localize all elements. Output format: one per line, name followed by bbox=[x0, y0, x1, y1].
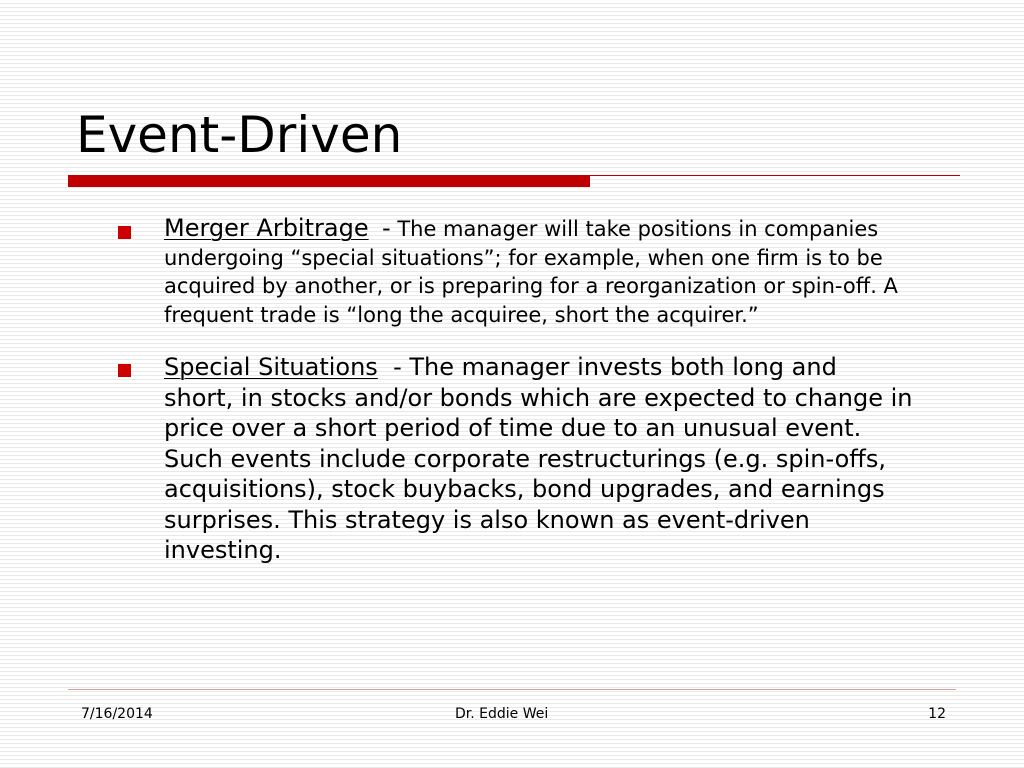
bullet-term: Special Situations bbox=[164, 353, 378, 381]
bullet-separator: - bbox=[381, 214, 391, 242]
footer-author: Dr. Eddie Wei bbox=[455, 706, 549, 722]
bullet-description: The manager invests both long and short, in stocks and/or bonds which are expected to change in price over a short period of time due to an unusual event. Such events include corporate restructurings (e.g. spin-offs, acquisitions), stock buybacks, bond upgrades, and earnings surprises. This strategy is also known as event-driven investing. bbox=[164, 353, 913, 564]
title-underline-bar bbox=[68, 176, 590, 187]
bullet-separator: - bbox=[393, 353, 402, 381]
bullet-term: Merger Arbitrage bbox=[164, 214, 369, 242]
slide-title: Event-Driven bbox=[76, 106, 403, 164]
square-bullet-icon bbox=[118, 364, 131, 377]
footer-page-number: 12 bbox=[928, 706, 946, 722]
footer-date: 7/16/2014 bbox=[81, 706, 153, 722]
bullet-text bbox=[164, 352, 913, 566]
footer-divider bbox=[68, 689, 956, 690]
bullet-text bbox=[164, 214, 913, 329]
bullet-item-merger-arbitrage bbox=[113, 214, 913, 329]
bullet-list bbox=[113, 214, 913, 566]
bullet-description: The manager will take positions in companies undergoing “special situations”; for example, when one firm is to be acquired by another, or is preparing for a reorganization or spin-off. A frequent trade is “long the acquiree, short the acquirer.” bbox=[164, 217, 898, 327]
square-bullet-icon bbox=[118, 226, 131, 239]
bullet-item-special-situations bbox=[113, 352, 913, 566]
